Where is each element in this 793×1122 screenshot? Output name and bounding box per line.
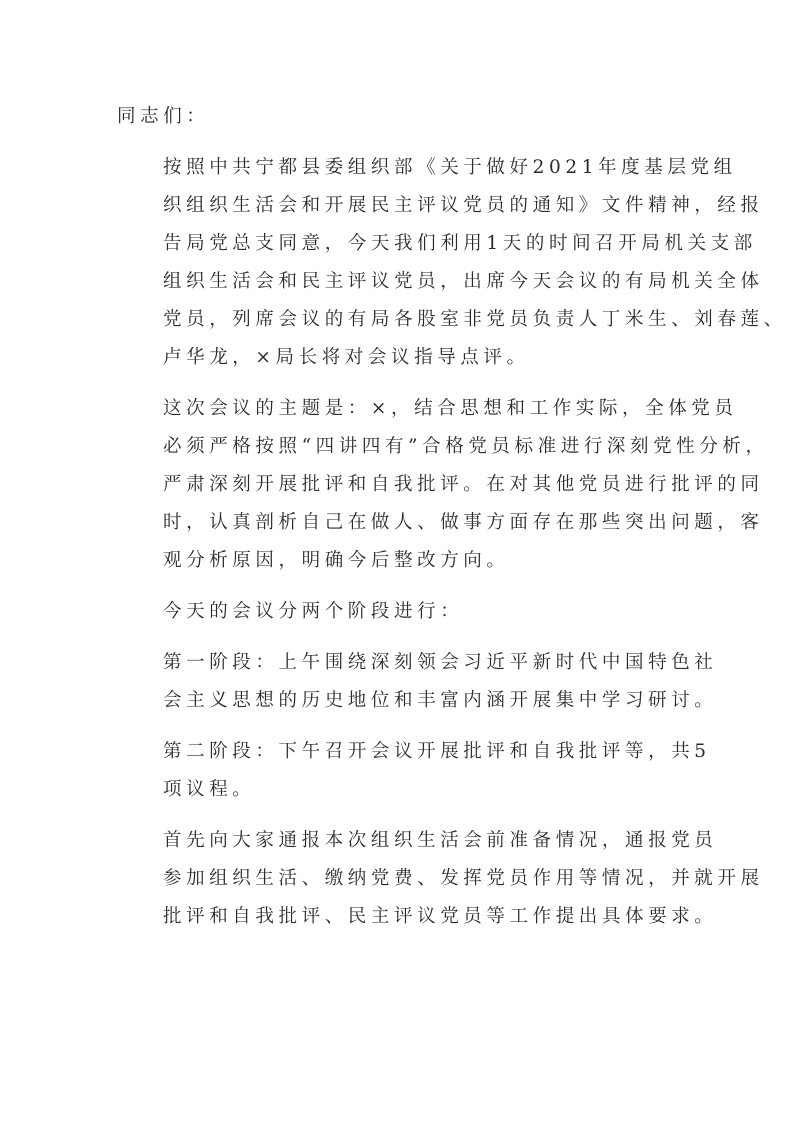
text-line: 时，认真剖析自己在做人、做事方面存在那些突出问题，客	[163, 512, 764, 533]
salutation-text: 同志们：	[117, 106, 210, 127]
text-line: 参加组织生活、缴纳党费、发挥党员作用等情况，并就开展	[163, 868, 764, 889]
paragraph-preparation-report	[117, 822, 764, 936]
text-line: 第二阶段：下午召开会议开展批评和自我批评等，共5	[163, 741, 711, 762]
text-line: 严肃深刻开展批评和自我批评。在对其他党员进行批评的同	[163, 474, 764, 495]
paragraph-meeting-background	[117, 149, 787, 377]
text-line: 党员，列席会议的有局各股室非党员负责人丁米生、刘春莲、	[163, 309, 787, 330]
text-line: 会主义思想的历史地位和丰富内涵开展集中学习研讨。	[163, 690, 718, 711]
text-line: 第一阶段：上午围绕深刻领会习近平新时代中国特色社	[163, 652, 718, 673]
text-line: 首先向大家通报本次组织生活会前准备情况，通报党员	[163, 830, 718, 851]
salutation	[117, 98, 677, 136]
text-line: 组织生活会和民主评议党员，出席今天会议的有局机关全体	[163, 271, 764, 292]
paragraph-meeting-stages-intro	[117, 593, 677, 631]
text-line: 按照中共宁都县委组织部《关于做好2021年度基层党组	[163, 157, 737, 178]
text-line: 必须严格按照“四讲四有”合格党员标准进行深刻党性分析，	[163, 436, 769, 457]
text-line: 项议程。	[163, 779, 256, 800]
text-line: 这次会议的主题是：×，结合思想和工作实际，全体党员	[163, 398, 738, 419]
text-line: 观分析原因，明确今后整改方向。	[163, 550, 510, 571]
paragraph-stage-one	[117, 644, 718, 720]
paragraph-meeting-theme	[117, 390, 769, 580]
paragraph-stage-two	[117, 733, 711, 809]
text-line: 批评和自我批评、民主评议党员等工作提出具体要求。	[163, 906, 718, 927]
text-line: 卢华龙，×局长将对会议指导点评。	[163, 347, 530, 368]
document-page	[117, 98, 787, 949]
text-line: 织组织生活会和开展民主评议党员的通知》文件精神，经报	[163, 195, 764, 216]
text-line: 告局党总支同意，今天我们利用1天的时间召开局机关支部	[163, 233, 757, 254]
text-line: 今天的会议分两个阶段进行：	[163, 601, 464, 622]
